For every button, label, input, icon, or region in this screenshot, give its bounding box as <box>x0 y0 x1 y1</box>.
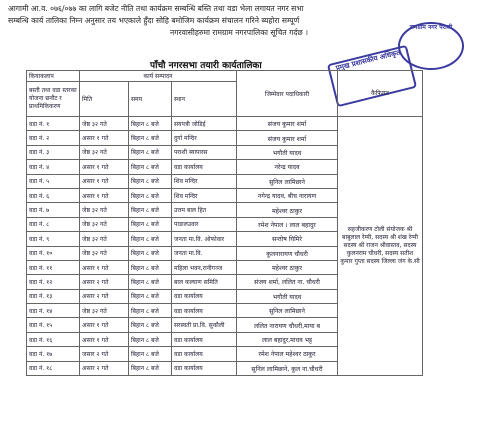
place-cell: वडा कार्यालय <box>172 361 237 375</box>
ward-cell: वडा नं. ४ <box>27 160 80 174</box>
responsible-cell: सुनिल लामिछाने, कुल ना.चौधरी <box>237 361 338 375</box>
place-cell: जनता मा.वि. ओफोवार <box>172 232 237 246</box>
ward-cell: वडा नं. ७ <box>27 203 80 217</box>
header-time: समय <box>129 82 172 117</box>
time-cell: बिहान ८ बजे <box>129 174 172 188</box>
date-cell: असार १ गते <box>80 332 129 346</box>
ward-cell: वडा नं. १८ <box>27 361 80 375</box>
time-cell: बिहान ८ बजे <box>129 188 172 202</box>
place-cell: जनता मा.वि. <box>172 246 237 260</box>
place-cell: वडा कार्यालय <box>172 160 237 174</box>
ward-cell: वडा नं. ९ <box>27 232 80 246</box>
time-cell: बिहान ८ बजे <box>129 347 172 361</box>
place-cell: वडा कार्यालय <box>172 289 237 303</box>
responsible-cell: नरेन्द्र यादव <box>237 160 338 174</box>
ward-cell: वडा नं. ५ <box>27 174 80 188</box>
ward-cell: वडा नं. १६ <box>27 332 80 346</box>
ward-cell: वडा नं. ६ <box>27 188 80 202</box>
place-cell: महिला भवन,रानीगञ्ज <box>172 260 237 274</box>
responsible-cell: महेश्वर ठाकुर <box>237 203 338 217</box>
date-cell: जेष्ठ ३२ गते <box>80 145 129 159</box>
responsible-cell: संजय कुमार शर्मा <box>237 117 338 131</box>
responsible-cell: भगौती यादव <box>237 289 338 303</box>
date-cell: जेष्ठ ३२ गते <box>80 117 129 131</box>
ward-cell: वडा नं. ८ <box>27 217 80 231</box>
responsible-cell: नगेन्द्र यादव, बीच नारायण <box>237 188 338 202</box>
place-cell: सयपत्री जोडिई <box>172 117 237 131</box>
header-programme: कियाकलाप <box>27 71 80 82</box>
page-title: पाँचौ नगरसभा तयारी कार्यतालिका <box>150 61 262 71</box>
responsible-cell: संजय कुमार शर्मा <box>237 131 338 145</box>
ward-cell: वडा नं. १५ <box>27 318 80 332</box>
time-cell: बिहान ८ बजे <box>129 275 172 289</box>
date-cell: असार १ गते <box>80 160 129 174</box>
responsible-cell: सुनिल लामिछाने <box>237 174 338 188</box>
place-cell: वडा कार्यालय <box>172 304 237 318</box>
intro-line-1: आगामी आ.व. ०७६/०७७ का लागि बजेट नीति तथा कार्यक्रम सम्बन्धि बस्ति तथा वडा भेला लगायत नगर सभा <box>8 4 304 13</box>
time-cell: बिहान ८ बजे <box>129 217 172 231</box>
notice-intro <box>8 3 470 39</box>
responsible-cell: रमेश नेपाल महेश्वर ठाकुर <box>237 347 338 361</box>
schedule-table <box>26 70 423 376</box>
ward-cell: वडा नं. ११ <box>27 260 80 274</box>
time-cell: बिहान ८ बजे <box>129 304 172 318</box>
ward-cell: वडा नं. १३ <box>27 289 80 303</box>
place-cell: शिव मन्दिर <box>172 174 237 188</box>
date-cell: असार १ गते <box>80 188 129 202</box>
responsible-cell: संजय शर्मा, ललित ना. चौधरी <box>237 275 338 289</box>
place-cell: उत्तम बाल हित <box>172 203 237 217</box>
time-cell: बिहान ८ बजे <box>129 318 172 332</box>
date-cell: असार १ गते <box>80 174 129 188</box>
intro-line-3: नगरवासीहरुमा रामग्राम नगरपालिका सूचित गर्दछ । <box>170 28 308 37</box>
seal-text: रामग्राम नगर परासी <box>409 24 453 31</box>
responsible-cell: कुलनारायण चौधरी <box>237 246 338 260</box>
place-cell: बाल कल्याण समिति <box>172 275 237 289</box>
responsible-cell: सन्तोष घिमिरे <box>237 232 338 246</box>
ward-cell: वडा नं. १२ <box>27 275 80 289</box>
time-cell: बिहान ८ बजे <box>129 289 172 303</box>
date-cell: जेष्ठ ३२ गते <box>80 304 129 318</box>
ward-cell: वडा नं. १० <box>27 246 80 260</box>
place-cell: पराशी ब्यापारस <box>172 145 237 159</box>
intro-line-2: सम्बन्धि कार्य तालिका निम्न अनुसार तय भएकाले हुँदा सोहि बमोजिम कार्यक्रम संचालन गरिने ब्यहोरा सम्पूर्ण <box>8 16 300 25</box>
responsible-cell: ललित नारायण चौधरी,माया ब <box>237 318 338 332</box>
place-cell: सरस्वती प्रा.वि. सुकौली <box>172 318 237 332</box>
date-cell: असार २ गते <box>80 289 129 303</box>
date-cell: असार २ गते <box>80 275 129 289</box>
header-remarks: कैफियत <box>338 71 423 117</box>
place-cell: वडा कार्यालय <box>172 332 237 346</box>
ward-cell: वडा नं. १ <box>27 117 80 131</box>
signature-stamp-text: प्रमुख प्रशासकीय अधिकृत <box>335 48 402 73</box>
place-cell: वडा कार्यालय <box>172 347 237 361</box>
time-cell: बिहान ८ बजे <box>129 246 172 260</box>
ward-cell: वडा नं. ३ <box>27 145 80 159</box>
responsible-cell: महेश्वर ठाकुर <box>237 260 338 274</box>
date-cell: असार १ गते <box>80 260 129 274</box>
date-cell: जेष्ठ ३२ गते <box>80 217 129 231</box>
place-cell: शिव मन्दिर <box>172 188 237 202</box>
date-cell: जेष्ठ ३२ गते <box>80 246 129 260</box>
responsible-cell: भगौती यादव <box>237 145 338 159</box>
header-responsible: जिम्मेवार पदाधिकारी <box>237 71 338 117</box>
header-schedule: कार्य सम्पादन <box>80 71 237 82</box>
responsible-cell: रमेश नेपाल । लाल बहादुर <box>237 217 338 231</box>
time-cell: बिहान ८ बजे <box>129 131 172 145</box>
time-cell: बिहान ८ बजे <box>129 203 172 217</box>
date-cell: असार १ गते <box>80 318 129 332</box>
place-cell: दुर्गा मन्दिर <box>172 131 237 145</box>
time-cell: बिहान ८ बजे <box>129 117 172 131</box>
date-cell: जेष्ठ ३२ गते <box>80 203 129 217</box>
time-cell: बिहान ८ बजे <box>129 332 172 346</box>
header-date: मिति <box>80 82 129 117</box>
header-sub-programme: बस्ती तथा वडा स्तरका योजना छनौट र प्राथमिकिकरण <box>27 82 80 117</box>
responsible-cell: सुनिल लामिछाने <box>237 304 338 318</box>
ward-cell: वडा नं. १४ <box>27 304 80 318</box>
time-cell: बिहान ८ बजे <box>129 160 172 174</box>
time-cell: बिहान ८ बजे <box>129 232 172 246</box>
date-cell: असार १ गते <box>80 131 129 145</box>
time-cell: बिहान ८ बजे <box>129 260 172 274</box>
ward-cell: वडा नं. २ <box>27 131 80 145</box>
date-cell: जसार २ गते <box>80 347 129 361</box>
time-cell: बिहान ८ बजे <box>129 361 172 375</box>
place-cell: पाडालउवार <box>172 217 237 231</box>
table-row <box>27 117 423 131</box>
time-cell: बिहान ८ बजे <box>129 145 172 159</box>
date-cell: जेष्ठ ३२ गते <box>80 232 129 246</box>
ward-cell: वडा नं. १७ <box>27 347 80 361</box>
date-cell: असार २ गते <box>80 361 129 375</box>
header-place: स्थान <box>172 82 237 117</box>
responsible-cell: लाल बहादुर,माधव भट्ट <box>237 332 338 346</box>
remarks-cell: सहजीकरण टोली संयोजक श्री बाबुलाल रेग्मी, सदस्य श्री शंख रेग्मी सदस्य श्री राजन श्रीवास्तव, सदस्य कुलनराम चौधरी, सदस्य सतीश कुमार गुप्ता सदस्य जिल्ला जंग के.सी <box>338 117 423 376</box>
